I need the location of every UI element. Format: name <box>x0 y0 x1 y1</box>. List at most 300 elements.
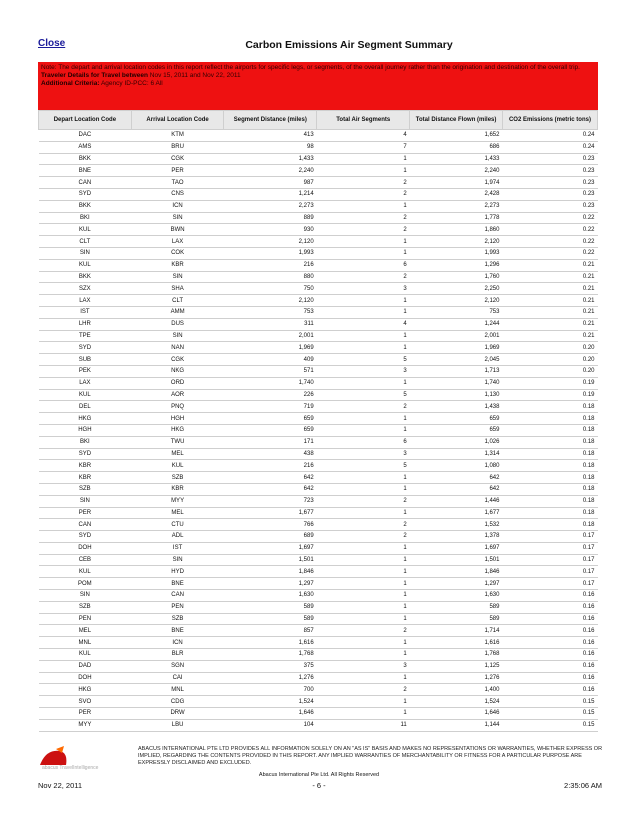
table-cell: TWU <box>131 436 224 448</box>
table-cell: 1 <box>317 342 410 354</box>
table-cell: 1,433 <box>410 153 503 165</box>
table-row <box>39 448 598 460</box>
table-cell: 700 <box>224 684 317 696</box>
table-cell: 2,240 <box>410 165 503 177</box>
table-cell: 1,297 <box>224 578 317 590</box>
table-cell: 1,378 <box>410 531 503 543</box>
table-cell: 1,314 <box>410 448 503 460</box>
table-cell: 1 <box>317 377 410 389</box>
table-cell: 216 <box>224 460 317 472</box>
table-cell: 2 <box>317 188 410 200</box>
table-row <box>39 141 598 153</box>
table-cell: BNE <box>131 625 224 637</box>
table-cell: 987 <box>224 177 317 189</box>
table-cell: 1,125 <box>410 660 503 672</box>
table-cell: 1,144 <box>410 719 503 731</box>
table-row <box>39 318 598 330</box>
table-cell: 1 <box>317 578 410 590</box>
table-cell: KBR <box>39 460 132 472</box>
table-cell: 0.17 <box>502 578 597 590</box>
table-cell: 1 <box>317 566 410 578</box>
table-row <box>39 507 598 519</box>
table-cell: 0.18 <box>502 472 597 484</box>
table-cell: 1,768 <box>410 649 503 661</box>
note-text: Note: The depart and arrival location codes in this report reflect the airports for specific legs, or segments, of the overall journey rather than the origination and destination of the overall trip. <box>41 64 580 71</box>
table-cell: 0.23 <box>502 177 597 189</box>
table-cell: 3 <box>317 283 410 295</box>
table-cell: 1 <box>317 247 410 259</box>
table-cell: SIN <box>131 330 224 342</box>
table-cell: LAX <box>39 377 132 389</box>
table-cell: 1,080 <box>410 460 503 472</box>
table-cell: HGH <box>39 424 132 436</box>
table-cell: 1,677 <box>224 507 317 519</box>
table-cell: 2 <box>317 519 410 531</box>
table-cell: MEL <box>39 625 132 637</box>
table-cell: 0.20 <box>502 354 597 366</box>
table-row <box>39 188 598 200</box>
page-number: - 6 - <box>312 781 326 790</box>
table-cell: 1 <box>317 200 410 212</box>
table-cell: 1 <box>317 601 410 613</box>
table-row <box>39 495 598 507</box>
table-cell: CNS <box>131 188 224 200</box>
table-row <box>39 153 598 165</box>
table-cell: MYY <box>131 495 224 507</box>
table-cell: KBR <box>131 259 224 271</box>
table-cell: AMS <box>39 141 132 153</box>
table-cell: 686 <box>410 141 503 153</box>
table-cell: 2 <box>317 212 410 224</box>
table-cell: 0.17 <box>502 554 597 566</box>
column-header: Total Air Segments <box>317 111 410 130</box>
additional-criteria-value: Agency ID-PCC: 6 All <box>100 80 163 87</box>
table-cell: DUS <box>131 318 224 330</box>
table-cell: 753 <box>410 306 503 318</box>
table-cell: 4 <box>317 318 410 330</box>
table-cell: 0.21 <box>502 295 597 307</box>
table-cell: 1,446 <box>410 495 503 507</box>
table-cell: 1 <box>317 424 410 436</box>
table-cell: MEL <box>131 448 224 460</box>
table-cell: HKG <box>39 684 132 696</box>
table-cell: BNE <box>131 578 224 590</box>
table-cell: CLT <box>131 295 224 307</box>
table-cell: TAO <box>131 177 224 189</box>
table-cell: 2 <box>317 495 410 507</box>
table-cell: SZB <box>39 601 132 613</box>
table-cell: 375 <box>224 660 317 672</box>
table-row <box>39 271 598 283</box>
table-cell: 0.23 <box>502 153 597 165</box>
table-cell: KUL <box>39 259 132 271</box>
table-cell: ORD <box>131 377 224 389</box>
table-cell: 2,428 <box>410 188 503 200</box>
table-cell: NAN <box>131 342 224 354</box>
table-cell: 1,969 <box>410 342 503 354</box>
table-cell: 1,846 <box>224 566 317 578</box>
table-cell: 2 <box>317 271 410 283</box>
table-cell: SGN <box>131 660 224 672</box>
table-cell: 1,400 <box>410 684 503 696</box>
table-cell: 1,860 <box>410 224 503 236</box>
table-cell: SYD <box>39 188 132 200</box>
table-cell: 0.18 <box>502 413 597 425</box>
table-cell: 1,768 <box>224 649 317 661</box>
table-cell: 0.20 <box>502 365 597 377</box>
table-cell: 719 <box>224 401 317 413</box>
table-cell: 0.18 <box>502 460 597 472</box>
table-cell: 642 <box>410 483 503 495</box>
table-cell: DRW <box>131 708 224 720</box>
table-cell: LAX <box>131 236 224 248</box>
table-cell: 1 <box>317 554 410 566</box>
table-cell: CGK <box>131 354 224 366</box>
column-header: Depart Location Code <box>39 111 132 130</box>
table-cell: 2,120 <box>410 236 503 248</box>
table-row <box>39 247 598 259</box>
table-row <box>39 212 598 224</box>
table-row <box>39 637 598 649</box>
column-header: Segment Distance (miles) <box>224 111 317 130</box>
table-cell: 2,045 <box>410 354 503 366</box>
table-cell: 0.21 <box>502 283 597 295</box>
table-cell: 0.21 <box>502 306 597 318</box>
table-cell: 1 <box>317 236 410 248</box>
table-cell: 7 <box>317 141 410 153</box>
table-cell: 1,713 <box>410 365 503 377</box>
table-cell: SVO <box>39 696 132 708</box>
table-cell: 589 <box>410 613 503 625</box>
table-cell: CEB <box>39 554 132 566</box>
table-cell: 2,120 <box>224 295 317 307</box>
table-cell: CGK <box>131 153 224 165</box>
table-cell: 0.16 <box>502 672 597 684</box>
table-cell: PEN <box>131 601 224 613</box>
table-cell: 3 <box>317 448 410 460</box>
table-cell: 1,433 <box>224 153 317 165</box>
table-cell: MNL <box>39 637 132 649</box>
table-row <box>39 542 598 554</box>
table-row <box>39 177 598 189</box>
table-cell: 930 <box>224 224 317 236</box>
table-row <box>39 483 598 495</box>
report-title: Carbon Emissions Air Segment Summary <box>245 39 453 51</box>
table-row <box>39 236 598 248</box>
close-link[interactable]: Close <box>38 38 66 49</box>
table-row <box>39 625 598 637</box>
table-cell: 0.19 <box>502 389 597 401</box>
table-cell: 1,760 <box>410 271 503 283</box>
table-cell: NKG <box>131 365 224 377</box>
table-cell: 0.22 <box>502 236 597 248</box>
table-row <box>39 354 598 366</box>
table-row <box>39 365 598 377</box>
table-cell: 0.18 <box>502 436 597 448</box>
table-cell: CAN <box>39 177 132 189</box>
table-cell: 1,993 <box>224 247 317 259</box>
table-cell: 1,276 <box>224 672 317 684</box>
table-cell: 1,616 <box>224 637 317 649</box>
criteria-label: Traveler Details for Travel between <box>41 72 148 79</box>
table-row <box>39 601 598 613</box>
criteria-value: Nov 15, 2011 and Nov 22, 2011 <box>149 72 241 79</box>
table-cell: CAN <box>39 519 132 531</box>
table-row <box>39 519 598 531</box>
table-cell: COK <box>131 247 224 259</box>
table-cell: DEL <box>39 401 132 413</box>
table-cell: 1,646 <box>410 708 503 720</box>
additional-criteria-label: Additional Criteria: <box>41 80 100 87</box>
table-cell: SYD <box>39 342 132 354</box>
table-cell: 0.16 <box>502 637 597 649</box>
table-cell: 642 <box>224 472 317 484</box>
abacus-logo-text: abacus TravelIntelligence <box>42 765 99 771</box>
table-cell: 2,001 <box>410 330 503 342</box>
table-cell: 766 <box>224 519 317 531</box>
table-cell: SHA <box>131 283 224 295</box>
column-header: Total Distance Flown (miles) <box>410 111 503 130</box>
table-cell: 2 <box>317 177 410 189</box>
table-cell: 1,276 <box>410 672 503 684</box>
table-cell: 0.16 <box>502 613 597 625</box>
table-cell: 1,652 <box>410 130 503 142</box>
table-row <box>39 590 598 602</box>
table-cell: 1,532 <box>410 519 503 531</box>
table-cell: 0.22 <box>502 224 597 236</box>
table-cell: 0.16 <box>502 660 597 672</box>
table-cell: CDG <box>131 696 224 708</box>
table-cell: 0.15 <box>502 708 597 720</box>
table-cell: BNE <box>39 165 132 177</box>
table-cell: TPE <box>39 330 132 342</box>
table-cell: 1 <box>317 165 410 177</box>
table-cell: 0.21 <box>502 259 597 271</box>
table-cell: 1,740 <box>224 377 317 389</box>
table-cell: 1 <box>317 295 410 307</box>
table-cell: PEK <box>39 365 132 377</box>
footer-date: Nov 22, 2011 <box>38 781 83 790</box>
table-row <box>39 330 598 342</box>
table-row <box>39 389 598 401</box>
table-cell: 2 <box>317 401 410 413</box>
table-cell: 1,846 <box>410 566 503 578</box>
table-cell: MEL <box>131 507 224 519</box>
table-cell: 1 <box>317 590 410 602</box>
table-cell: 589 <box>224 613 317 625</box>
table-cell: 216 <box>224 259 317 271</box>
criteria-banner <box>38 62 598 111</box>
table-cell: ICN <box>131 200 224 212</box>
table-cell: 6 <box>317 259 410 271</box>
table-cell: CTU <box>131 519 224 531</box>
table-cell: PER <box>131 165 224 177</box>
table-cell: 1,501 <box>224 554 317 566</box>
footer-time: 2:35:06 AM <box>564 781 602 790</box>
table-cell: MNL <box>131 684 224 696</box>
table-row <box>39 696 598 708</box>
table-cell: CAI <box>131 672 224 684</box>
table-row <box>39 649 598 661</box>
table-cell: IST <box>131 542 224 554</box>
table-cell: 1,297 <box>410 578 503 590</box>
table-cell: HKG <box>131 424 224 436</box>
table-cell: 1,714 <box>410 625 503 637</box>
table-cell: 5 <box>317 354 410 366</box>
table-row <box>39 295 598 307</box>
table-cell: LBU <box>131 719 224 731</box>
table-cell: 1,130 <box>410 389 503 401</box>
table-cell: SZB <box>131 613 224 625</box>
table-cell: SIN <box>131 554 224 566</box>
table-row <box>39 472 598 484</box>
table-cell: 5 <box>317 389 410 401</box>
table-cell: 1 <box>317 696 410 708</box>
table-cell: DOH <box>39 542 132 554</box>
table-cell: 0.21 <box>502 271 597 283</box>
criteria-line <box>41 72 595 80</box>
table-cell: KUL <box>39 649 132 661</box>
table-cell: 6 <box>317 436 410 448</box>
table-row <box>39 377 598 389</box>
table-cell: 1,214 <box>224 188 317 200</box>
table-cell: 689 <box>224 531 317 543</box>
table-cell: SIN <box>39 590 132 602</box>
table-cell: 1 <box>317 613 410 625</box>
table-cell: 1,244 <box>410 318 503 330</box>
table-row <box>39 130 598 142</box>
table-cell: 571 <box>224 365 317 377</box>
table-row <box>39 165 598 177</box>
table-cell: PNQ <box>131 401 224 413</box>
table-cell: 659 <box>410 413 503 425</box>
table-cell: 1,524 <box>224 696 317 708</box>
table-cell: BLR <box>131 649 224 661</box>
table-cell: 0.18 <box>502 507 597 519</box>
table-cell: 0.15 <box>502 696 597 708</box>
table-row <box>39 342 598 354</box>
table-cell: CLT <box>39 236 132 248</box>
table-cell: 1,969 <box>224 342 317 354</box>
table-cell: 659 <box>224 413 317 425</box>
table-row <box>39 672 598 684</box>
table-cell: AMM <box>131 306 224 318</box>
table-cell: IST <box>39 306 132 318</box>
table-cell: 2,240 <box>224 165 317 177</box>
table-cell: 1,438 <box>410 401 503 413</box>
table-cell: 2 <box>317 224 410 236</box>
table-cell: 0.24 <box>502 130 597 142</box>
table-cell: 1,646 <box>224 708 317 720</box>
table-cell: 0.17 <box>502 566 597 578</box>
table-cell: 0.18 <box>502 483 597 495</box>
table-cell: 1 <box>317 672 410 684</box>
table-cell: ICN <box>131 637 224 649</box>
table-cell: SIN <box>131 271 224 283</box>
table-cell: 1 <box>317 483 410 495</box>
table-cell: 104 <box>224 719 317 731</box>
table-cell: DAC <box>39 130 132 142</box>
copyright-notice: Abacus International Pte Ltd. All Rights Reserved <box>258 772 380 778</box>
table-cell: 0.16 <box>502 684 597 696</box>
table-cell: 1 <box>317 507 410 519</box>
table-cell: BKI <box>39 436 132 448</box>
table-cell: ADL <box>131 531 224 543</box>
table-cell: 1 <box>317 330 410 342</box>
table-cell: KBR <box>39 472 132 484</box>
table-cell: 171 <box>224 436 317 448</box>
column-header: CO2 Emissions (metric tons) <box>502 111 597 130</box>
table-cell: 98 <box>224 141 317 153</box>
table-cell: 0.18 <box>502 495 597 507</box>
table-cell: 0.22 <box>502 247 597 259</box>
table-cell: 2,120 <box>224 236 317 248</box>
table-row <box>39 708 598 720</box>
table-cell: MYY <box>39 719 132 731</box>
table-row <box>39 566 598 578</box>
column-header: Arrival Location Code <box>131 111 224 130</box>
table-cell: 857 <box>224 625 317 637</box>
table-row <box>39 413 598 425</box>
table-cell: 2,273 <box>410 200 503 212</box>
table-cell: KUL <box>131 460 224 472</box>
table-body <box>39 130 598 732</box>
table-cell: 723 <box>224 495 317 507</box>
table-cell: PER <box>39 708 132 720</box>
table-cell: HKG <box>39 413 132 425</box>
table-cell: AOR <box>131 389 224 401</box>
table-row <box>39 259 598 271</box>
table-cell: BRU <box>131 141 224 153</box>
table-cell: 2,120 <box>410 295 503 307</box>
table-cell: 2,250 <box>410 283 503 295</box>
table-cell: 0.21 <box>502 330 597 342</box>
table-cell: 438 <box>224 448 317 460</box>
table-cell: BKK <box>39 153 132 165</box>
table-cell: 659 <box>224 424 317 436</box>
table-cell: 1 <box>317 542 410 554</box>
table-cell: 2 <box>317 625 410 637</box>
table-cell: 1,697 <box>224 542 317 554</box>
table-cell: 1,993 <box>410 247 503 259</box>
table-cell: 1,524 <box>410 696 503 708</box>
table-cell: KUL <box>39 389 132 401</box>
table-row <box>39 460 598 472</box>
table-cell: 0.20 <box>502 342 597 354</box>
table-cell: DOH <box>39 672 132 684</box>
table-cell: 1 <box>317 306 410 318</box>
table-cell: 1 <box>317 153 410 165</box>
table-cell: KUL <box>39 224 132 236</box>
table-cell: HGH <box>131 413 224 425</box>
table-cell: 0.16 <box>502 590 597 602</box>
table-cell: 1,778 <box>410 212 503 224</box>
table-cell: 1 <box>317 413 410 425</box>
table-cell: SIN <box>131 212 224 224</box>
table-cell: PEN <box>39 613 132 625</box>
table-cell: 889 <box>224 212 317 224</box>
table-cell: SIN <box>39 495 132 507</box>
table-cell: 659 <box>410 424 503 436</box>
table-cell: 1,677 <box>410 507 503 519</box>
table-cell: 0.19 <box>502 377 597 389</box>
table-cell: PER <box>39 507 132 519</box>
table-cell: BKI <box>39 212 132 224</box>
table-cell: 11 <box>317 719 410 731</box>
table-cell: 0.24 <box>502 141 597 153</box>
table-cell: KBR <box>131 483 224 495</box>
table-cell: 1,630 <box>410 590 503 602</box>
